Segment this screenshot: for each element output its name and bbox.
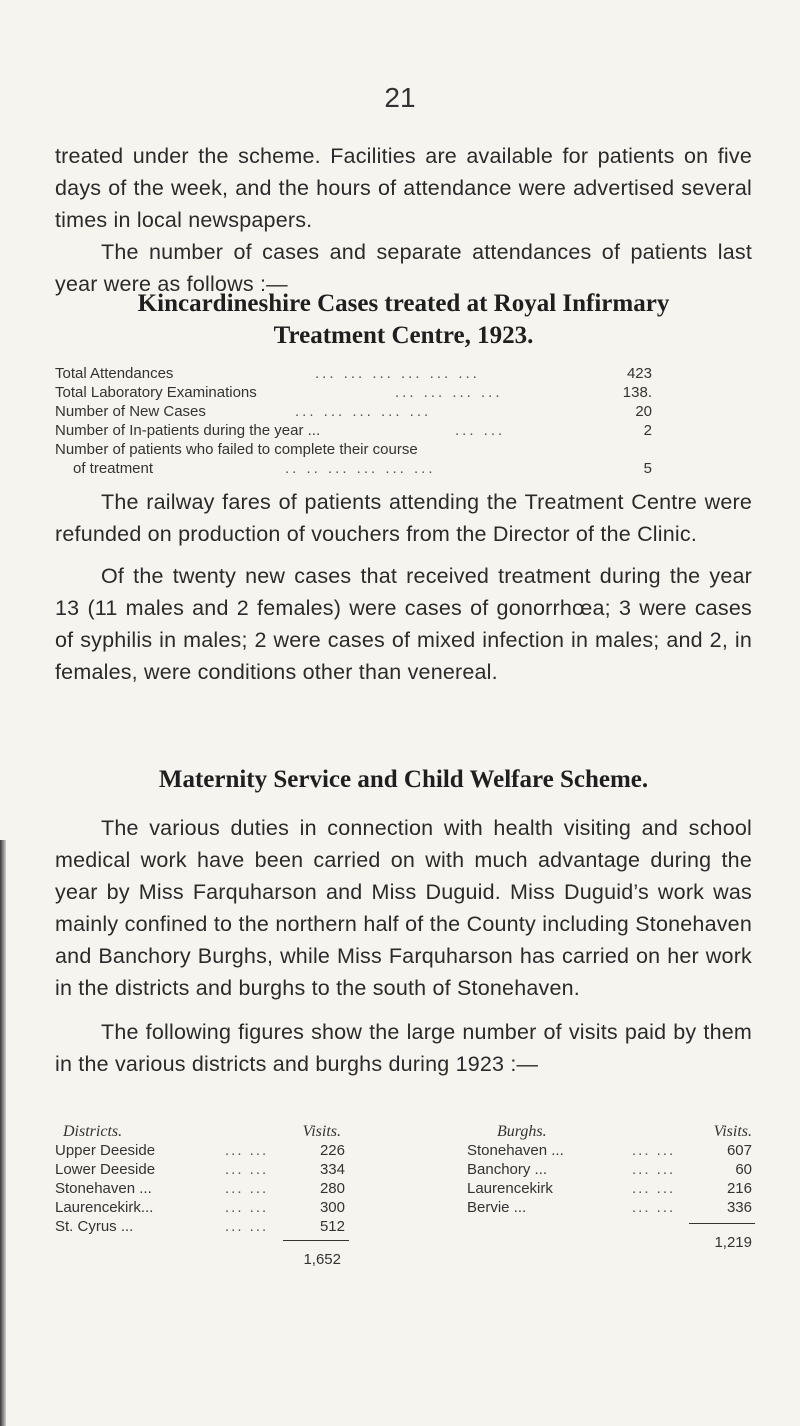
burgh-name: Stonehaven ... xyxy=(467,1142,564,1159)
burgh-row xyxy=(467,1160,752,1179)
paragraph-scheme: treated under the scheme. Facilities are available for patients on five days of the week, and the hours of attendance were advertised several times in local newspapers. xyxy=(55,144,752,232)
district-name: Stonehaven ... xyxy=(55,1180,152,1197)
stat-value: 2 xyxy=(643,422,652,439)
stat-row xyxy=(55,440,652,459)
district-visits: 300 xyxy=(319,1199,345,1216)
district-name: St. Cyrus ... xyxy=(55,1218,134,1235)
page-number: 21 xyxy=(384,82,416,113)
burgh-row xyxy=(467,1179,752,1198)
burgh-name: Banchory ... xyxy=(467,1161,548,1178)
paragraph-cases-intro: The number of cases and separate attendances of patients last year were as follows :— xyxy=(55,240,752,296)
stat-label: Total Laboratory Examinations xyxy=(55,384,257,401)
burgh-row xyxy=(467,1141,752,1160)
stat-dots: ... ... ... ... xyxy=(395,384,503,401)
district-name: Upper Deeside xyxy=(55,1142,156,1159)
stat-label: Total Attendances xyxy=(55,365,174,382)
table-title-line2: Treatment Centre, 1923. xyxy=(273,322,534,349)
stat-value: 138. xyxy=(622,384,652,401)
burghs-total: 1,219 xyxy=(714,1234,752,1251)
stat-row xyxy=(55,421,652,440)
table-title-line1: Kincardineshire Cases treated at Royal Infirmary xyxy=(137,290,670,317)
stat-dots: ... ... ... ... ... ... xyxy=(315,365,480,382)
districts-header-visits: Visits. xyxy=(302,1123,341,1140)
paragraph-visits-intro: The following figures show the large number of visits paid by them in the various districts and burghs during 1923 :— xyxy=(55,1020,752,1076)
district-visits: 334 xyxy=(319,1161,345,1178)
body-paragraphs xyxy=(55,486,752,688)
stat-value: 5 xyxy=(643,460,652,477)
district-visits: 280 xyxy=(319,1180,345,1197)
district-name: Lower Deeside xyxy=(55,1161,156,1178)
district-visits: 226 xyxy=(319,1142,345,1159)
stat-label: Number of patients who failed to complete their course xyxy=(55,441,418,458)
district-row xyxy=(55,1160,345,1179)
district-row xyxy=(55,1198,345,1217)
paragraph-new-cases: Of the twenty new cases that received treatment during the year 13 (11 males and 2 females) were cases of gonorrhœa; 3 were cases of syphilis in males; 2 were cases of mixed infection in males; and 2, in females, were conditions other than venereal. xyxy=(55,564,752,684)
districts-header-name: Districts. xyxy=(63,1123,123,1140)
stat-dots: .. .. ... ... ... ... xyxy=(285,460,436,477)
stat-value: 423 xyxy=(626,365,652,382)
stat-label: Number of In-patients during the year ... xyxy=(55,422,321,439)
district-visits: 512 xyxy=(319,1218,345,1235)
districts-total-rule xyxy=(283,1240,349,1241)
stat-dots: ... ... xyxy=(455,422,506,439)
districts-total: 1,652 xyxy=(303,1251,341,1268)
districts-total-row xyxy=(55,1250,345,1269)
district-row xyxy=(55,1179,345,1198)
intro-paragraphs xyxy=(55,140,752,300)
burgh-visits: 60 xyxy=(735,1161,752,1178)
section-heading-maternity: Maternity Service and Child Welfare Scheme. xyxy=(158,766,649,793)
treatment-stats-table xyxy=(55,364,652,478)
binding-edge-shadow xyxy=(0,840,6,1426)
stat-label: Number of New Cases xyxy=(55,403,206,420)
burgh-row xyxy=(467,1198,752,1217)
burghs-header-visits: Visits. xyxy=(713,1123,752,1140)
stat-dots: ... ... ... ... ... xyxy=(295,403,432,420)
district-row xyxy=(55,1217,345,1236)
burghs-total-row xyxy=(467,1233,752,1252)
stat-label: of treatment xyxy=(73,460,154,477)
paragraph-railway-fares: The railway fares of patients attending the Treatment Centre were refunded on production of vouchers from the Director of the Clinic. xyxy=(55,490,752,546)
district-dots: ... ... xyxy=(225,1161,269,1178)
burgh-name: Laurencekirk xyxy=(467,1180,553,1197)
burgh-dots: ... ... xyxy=(632,1142,676,1159)
burghs-column xyxy=(467,1122,752,1252)
burghs-header xyxy=(467,1122,752,1141)
burgh-visits: 336 xyxy=(726,1199,752,1216)
district-dots: ... ... xyxy=(225,1142,269,1159)
maternity-paragraphs xyxy=(55,812,752,1080)
stat-value: 20 xyxy=(635,403,652,420)
burgh-dots: ... ... xyxy=(632,1199,676,1216)
paragraph-health-visiting: The various duties in connection with health visiting and school medical work have been carried on with much advantage during the year by Miss Farquharson and Miss Duguid. Miss Duguid’s work was mainly confined to the northern half of the County including Stonehaven and Banchory Burghs, while Miss Farquharson has carried on her work in the districts and burghs to the south of Stonehaven. xyxy=(55,816,752,1000)
stat-row xyxy=(55,402,652,421)
district-dots: ... ... xyxy=(225,1180,269,1197)
burghs-total-rule xyxy=(689,1223,755,1224)
burghs-header-name: Burghs. xyxy=(497,1123,547,1140)
district-row xyxy=(55,1141,345,1160)
burgh-visits: 216 xyxy=(726,1180,752,1197)
burgh-visits: 607 xyxy=(726,1142,752,1159)
district-dots: ... ... xyxy=(225,1218,269,1235)
burgh-dots: ... ... xyxy=(632,1180,676,1197)
stat-row xyxy=(55,383,652,402)
districts-header xyxy=(55,1122,345,1141)
districts-column xyxy=(55,1122,345,1269)
district-name: Laurencekirk... xyxy=(55,1199,154,1216)
stat-row xyxy=(55,364,652,383)
stat-row xyxy=(55,459,652,478)
burgh-name: Bervie ... xyxy=(467,1199,527,1216)
district-dots: ... ... xyxy=(225,1199,269,1216)
burgh-dots: ... ... xyxy=(632,1161,676,1178)
